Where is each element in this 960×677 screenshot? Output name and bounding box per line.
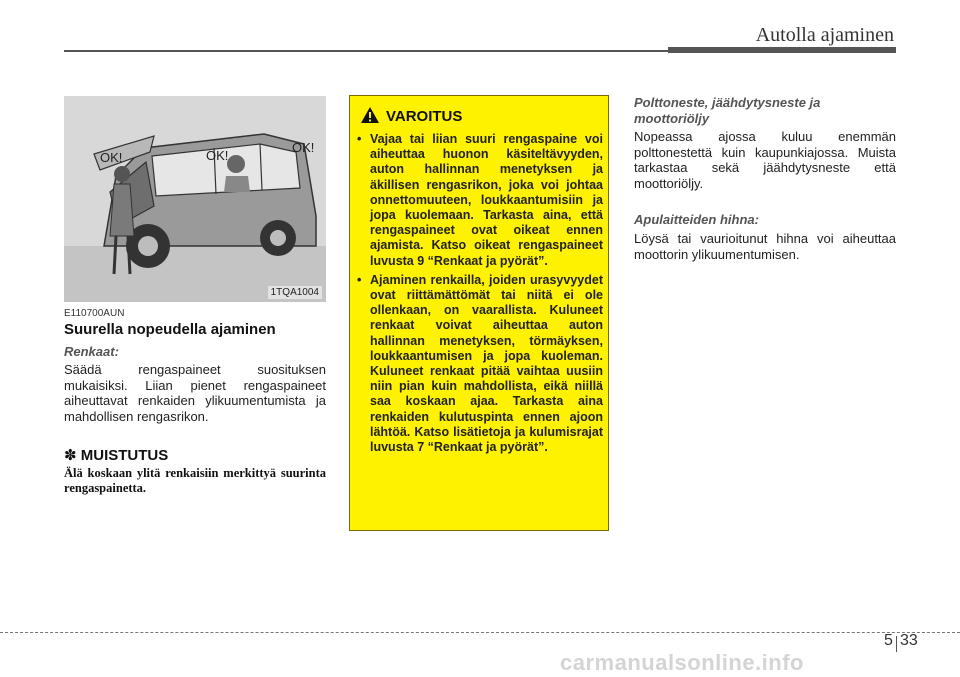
ok-label: OK!: [292, 140, 315, 155]
bullet: •: [357, 272, 362, 287]
tires-paragraph: Säädä rengaspaineet suosituksen mukaisiksi. Liian pienet rengaspaineet aiheuttavat renkaiden ylikuumentumista ja mahdollisen rengasrikon.: [64, 362, 326, 424]
warning-item-1: [356, 132, 603, 269]
subheading-fluids: Polttoneste, jäähdytysneste ja moottoriöljy: [634, 95, 821, 126]
warning-box: [349, 95, 609, 531]
figure-code: 1TQA1004: [268, 286, 322, 299]
car-illustration: [64, 96, 326, 302]
section-title: Suurella nopeudella ajaminen: [64, 321, 276, 338]
bullet: •: [357, 132, 362, 146]
warning-title: VAROITUS: [386, 108, 463, 125]
warning-item-text: Vajaa tai liian suuri rengaspaine voi aiheuttaa huonon käsiteltävyyden, auton hallinnan menetyksen ja äkillisen rengasrikon, joka voi johtaa onnettomuuteen, loukkaantumisiin ja jopa kuolemaan. Tarkasta aina, että rengaspaineet ovat oikeat ennen ajamista. Katso oikeat rengaspaineet luvusta 9 “Renkaat ja pyörät”.: [370, 132, 603, 268]
warning-triangle-icon: [360, 106, 380, 124]
page-divider: [896, 636, 897, 652]
ok-label: OK!: [100, 150, 123, 165]
warning-item-2: [356, 273, 603, 455]
ok-label: OK!: [206, 148, 229, 163]
belt-paragraph: Löysä tai vaurioitunut hihna voi aiheuttaa moottorin ylikuumentumisen.: [634, 231, 896, 262]
header-bar: [668, 47, 896, 53]
ok-labels: [64, 96, 326, 302]
notice-text: Älä koskaan ylitä renkaisiin merkittyä suurinta rengaspainetta.: [64, 466, 326, 495]
notice-title: ✽ MUISTUTUS: [64, 447, 169, 464]
footer-rule: [0, 632, 960, 633]
fluids-paragraph: Nopeassa ajossa kuluu enemmän polttonestettä kuin kaupunkiajossa. Muista tarkastaa sekä jäähdytysneste että moottoriöljy.: [634, 129, 896, 191]
header-rule: [64, 50, 668, 52]
warning-item-text: Ajaminen renkailla, joiden urasyvyydet ovat riittämättömät tai niitä ei ole ollenkaan, on vaarallista. Kuluneet renkaat voivat aiheuttaa auton hallinnan menetyksen, törmäyksen, loukkaantumisen ja jopa kuoleman. Kuluneet renkaat pitää vaihtaa uusiin niin pian kuin mahdollista, eikä niillä saa koskaan ajaa. Tarkasta aina renkaiden kulutuspinta ennen ajoon lähtöä. Katso lisätietoja ja kulumisrajat luvusta 7 “Renkaat ja pyörät”.: [370, 272, 603, 455]
section-code: E110700AUN: [64, 308, 125, 319]
warning-list: [356, 132, 603, 459]
subheading-belt: Apulaitteiden hihna:: [634, 212, 759, 227]
page-number: 33: [900, 632, 918, 649]
chapter-number: 5: [884, 632, 893, 649]
watermark: carmanualsonline.info: [560, 650, 804, 675]
subheading-tires: Renkaat:: [64, 344, 119, 359]
header-title: Autolla ajaminen: [755, 24, 894, 46]
